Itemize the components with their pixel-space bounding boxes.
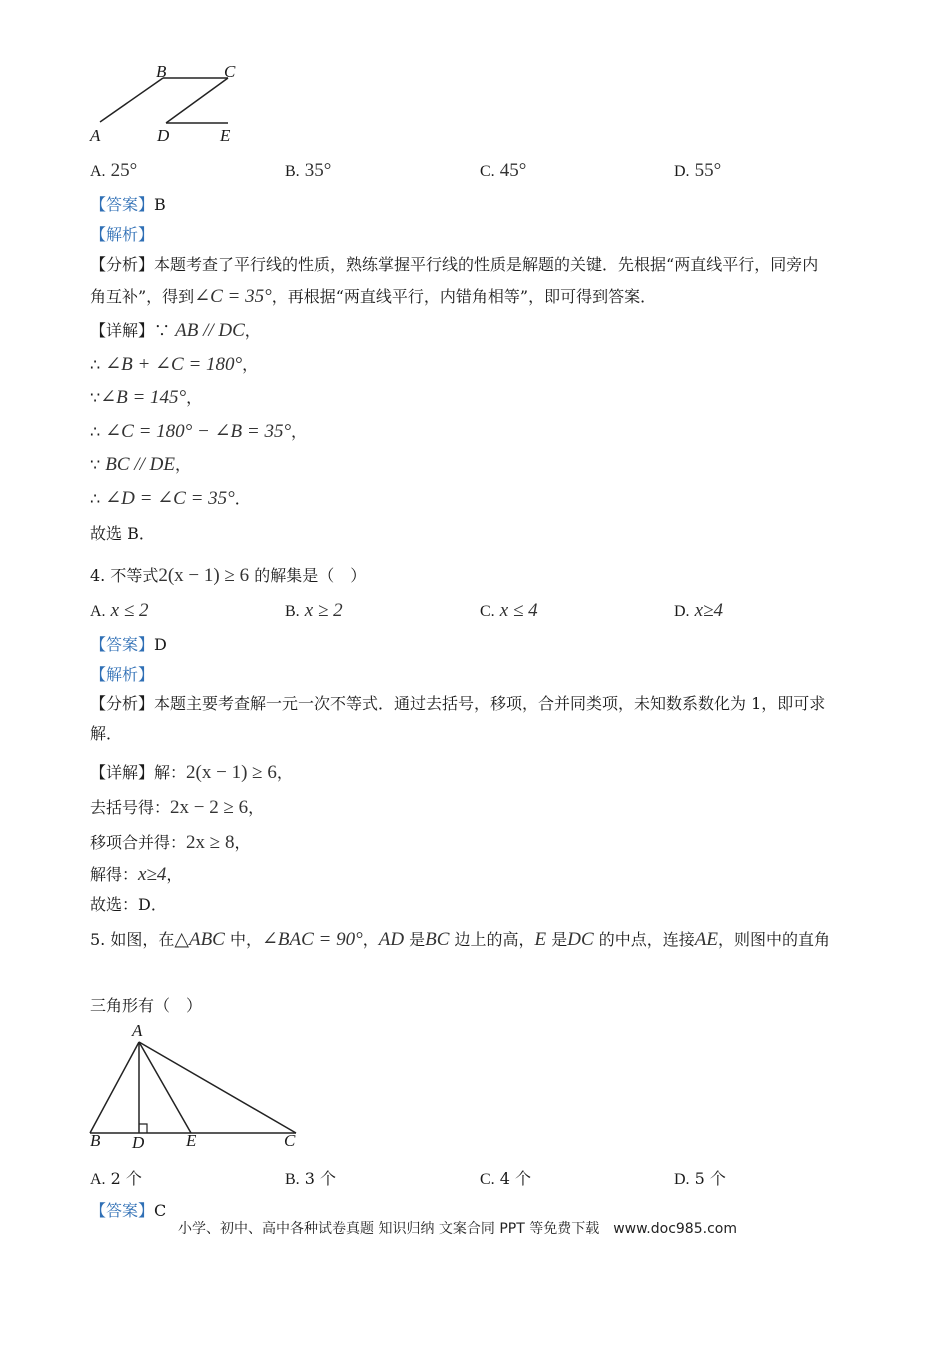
- q3-detail-step-3: ∵∠B = 145°，: [90, 387, 203, 408]
- q3-detail-step-5: ∵ BC // DE，: [90, 454, 191, 475]
- figure-label-b: B: [156, 62, 167, 81]
- q3-option-c[interactable]: C. 45°: [480, 160, 527, 181]
- right-triangle-figure: [86, 1030, 306, 1140]
- q4-step-1: 去括号得：2x − 2 ≥ 6，: [90, 797, 265, 818]
- triangle-label-b: B: [90, 1131, 101, 1150]
- q4-stem: 4. 不等式2(x − 1) ≥ 6 的解集是（ ）: [90, 565, 367, 586]
- q5-option-a[interactable]: A. 2 个: [90, 1169, 142, 1188]
- q4-option-c[interactable]: C. x ≤ 4: [480, 600, 538, 621]
- q4-fenxi-line2: 解．: [90, 724, 123, 743]
- q3-fenxi-line2: 角互补”，得到∠C = 35°，再根据“两直线平行，内错角相等”，即可得到答案．: [90, 286, 657, 307]
- q3-detail-step-2: ∴ ∠B + ∠C = 180°，: [90, 354, 259, 375]
- triangle-label-e: E: [186, 1131, 197, 1150]
- figure-label-e: E: [220, 126, 231, 145]
- q3-analysis-heading: 【解析】: [90, 225, 155, 244]
- triangle-label-d: D: [132, 1133, 145, 1152]
- q4-analysis-heading: 【解析】: [90, 665, 155, 684]
- q4-step-2: 移项合并得：2x ≥ 8，: [90, 832, 251, 853]
- q3-detail-step-6: ∴ ∠D = ∠C = 35°．: [90, 488, 251, 509]
- footer-download-link[interactable]: 小学、初中、高中各种试卷真题 知识归纳 文案合同 PPT 等免费下载 www.doc985.com: [178, 1221, 737, 1237]
- q3-option-a[interactable]: A. 25°: [90, 160, 138, 181]
- q3-option-b[interactable]: B. 35°: [285, 160, 332, 181]
- q3-answer: 【答案】B: [90, 195, 166, 214]
- q4-option-b[interactable]: B. x ≥ 2: [285, 600, 343, 621]
- q3-option-d[interactable]: D. 55°: [674, 160, 722, 181]
- q3-fenxi-line1: 【分析】本题考查了平行线的性质，熟练掌握平行线的性质是解题的关键．先根据“两直线平行，同旁内: [90, 255, 819, 274]
- q4-answer: 【答案】D: [90, 635, 167, 654]
- q5-answer: 【答案】C: [90, 1201, 167, 1220]
- q4-detail-intro: 【详解】解：2(x − 1) ≥ 6，: [90, 762, 293, 783]
- q3-detail-step-1: 【详解】∵ AB // DC，: [90, 320, 261, 341]
- q4-step-3: 解得：x≥4，: [90, 864, 183, 885]
- figure-label-c: C: [224, 62, 236, 81]
- q3-detail-step-4: ∴ ∠C = 180° − ∠B = 35°，: [90, 421, 308, 442]
- q4-conclusion: 故选：D．: [90, 895, 167, 914]
- q5-stem-line1: 5. 如图，在△ABC 中，∠BAC = 90°，AD 是BC 边上的高，E 是DC 的中点，连接AE，则图中的直角: [90, 929, 831, 950]
- q5-option-b[interactable]: B. 3 个: [285, 1169, 337, 1188]
- triangle-label-a: A: [132, 1021, 143, 1040]
- q4-fenxi-line1: 【分析】本题主要考查解一元一次不等式．通过去括号，移项，合并同类项，未知数系数化为 1，即可求: [90, 694, 826, 713]
- figure-label-a: A: [90, 126, 101, 145]
- triangle-label-c: C: [284, 1131, 296, 1150]
- figure-label-d: D: [157, 126, 170, 145]
- q5-option-c[interactable]: C. 4 个: [480, 1169, 532, 1188]
- q5-stem-line2: 三角形有（ ）: [90, 996, 203, 1015]
- q4-option-a[interactable]: A. x ≤ 2: [90, 600, 149, 621]
- q5-option-d[interactable]: D. 5 个: [674, 1169, 726, 1188]
- q3-conclusion: 故选 B．: [90, 524, 155, 543]
- q4-option-d[interactable]: D. x≥4: [674, 600, 724, 621]
